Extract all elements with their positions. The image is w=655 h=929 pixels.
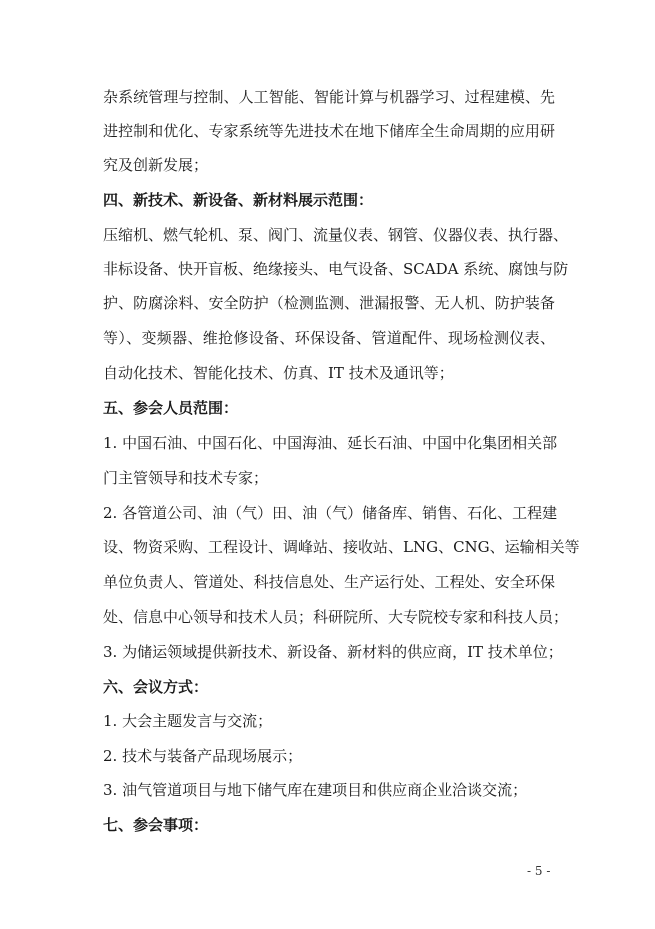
section-heading-7: 七、参会事项： (103, 816, 209, 834)
paragraph-line: 压缩机、燃气轮机、泵、阀门、流量仪表、钢管、仪器仪表、执行器、 (103, 226, 569, 244)
list-item-line: 处、信息中心领导和技术人员；科研院所、大专院校专家和科技人员； (103, 608, 569, 626)
section-heading-5: 五、参会人员范围： (103, 399, 239, 417)
list-item-line: 3. 为储运领域提供新技术、新设备、新材料的供应商，IT 技术单位； (103, 643, 563, 661)
list-item-line: 设、物资采购、工程设计、调峰站、接收站、LNG、CNG、运输相关等 (103, 538, 580, 556)
list-item-line: 门主管领导和技术专家； (103, 469, 269, 487)
paragraph-line: 等）、变频器、维抢修设备、环保设备、管道配件、现场检测仪表、 (103, 329, 555, 347)
paragraph-line: 杂系统管理与控制、人工智能、智能计算与机器学习、过程建模、先 (103, 88, 555, 106)
paragraph-line: 自动化技术、智能化技术、仿真、IT 技术及通讯等； (103, 364, 454, 382)
paragraph-line: 进控制和优化、专家系统等先进技术在地下储库全生命周期的应用研 (103, 122, 555, 140)
page-number: - 5 - (527, 864, 551, 878)
paragraph-line: 究及创新发展； (103, 156, 209, 174)
list-item-line: 2. 技术与装备产品现场展示； (103, 747, 303, 765)
section-heading-4: 四、新技术、新设备、新材料展示范围： (103, 191, 374, 209)
list-item-line: 单位负责人、管道处、科技信息处、生产运行处、工程处、安全环保 (103, 573, 555, 591)
section-heading-6: 六、会议方式： (103, 678, 209, 696)
paragraph-line: 护、防腐涂料、安全防护（检测监测、泄漏报警、无人机、防护装备 (103, 294, 555, 312)
list-item-line: 3. 油气管道项目与地下储气库在建项目和供应商企业洽谈交流； (103, 781, 528, 799)
list-item-line: 2. 各管道公司、油（气）田、油（气）储备库、销售、石化、工程建 (103, 504, 558, 522)
paragraph-line: 非标设备、快开盲板、绝缘接头、电气设备、SCADA 系统、腐蚀与防 (103, 260, 569, 278)
list-item-line: 1. 大会主题发言与交流； (103, 712, 273, 730)
list-item-line: 1. 中国石油、中国石化、中国海油、延长石油、中国中化集团相关部 (103, 434, 558, 452)
